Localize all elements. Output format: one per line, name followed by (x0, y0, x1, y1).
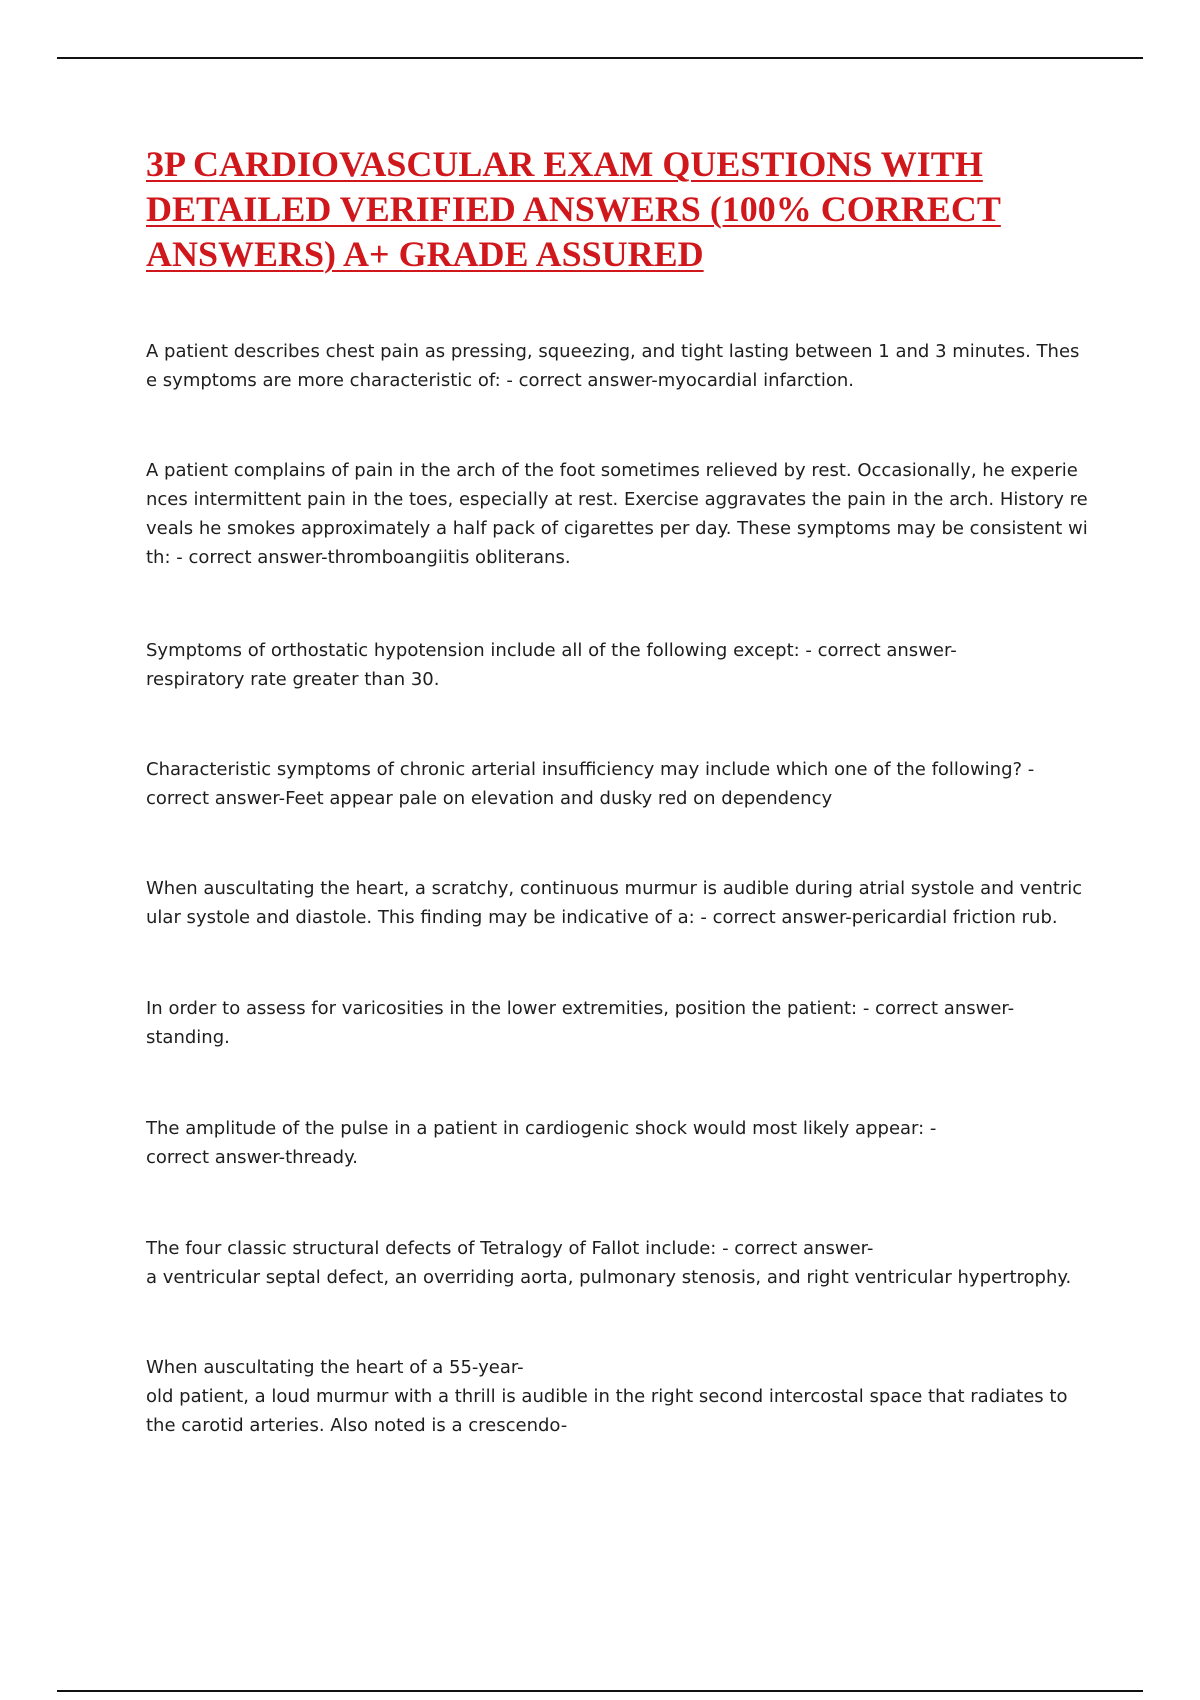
qa-line: In order to assess for varicosities in the lower extremities, position the patient: - correct answer- (146, 998, 1015, 1019)
qa-line: th: - correct answer-thromboangiitis obliterans. (146, 547, 571, 568)
qa-line: Characteristic symptoms of chronic arterial insufficiency may include which one of the following? - (146, 759, 1035, 780)
qa-line: When auscultating the heart, a scratchy, continuous murmur is audible during atrial systole and ventric (146, 878, 1083, 899)
qa-item-4 (146, 755, 1096, 813)
qa-line: Symptoms of orthostatic hypotension include all of the following except: - correct answer- (146, 640, 957, 661)
title-line: DETAILED VERIFIED ANSWERS (100% CORRECT (146, 189, 1001, 229)
qa-line: e symptoms are more characteristic of: - correct answer-myocardial infarction. (146, 370, 855, 391)
qa-line: veals he smokes approximately a half pack of cigarettes per day. These symptoms may be consistent wi (146, 518, 1088, 539)
bottom-rule (57, 1690, 1143, 1692)
qa-item-5 (146, 874, 1096, 932)
document-title (146, 142, 1046, 277)
qa-line: correct answer-thready. (146, 1147, 358, 1168)
qa-item-3 (146, 636, 1096, 694)
qa-line: The amplitude of the pulse in a patient in cardiogenic shock would most likely appear: - (146, 1118, 937, 1139)
qa-item-7 (146, 1114, 1096, 1172)
qa-line: old patient, a loud murmur with a thrill is audible in the right second intercostal space that radiates to (146, 1386, 1068, 1407)
qa-item-8 (146, 1234, 1096, 1292)
qa-line: A patient complains of pain in the arch of the foot sometimes relieved by rest. Occasionally, he experie (146, 460, 1078, 481)
qa-line: respiratory rate greater than 30. (146, 669, 440, 690)
qa-line: standing. (146, 1027, 230, 1048)
title-line: ANSWERS) A+ GRADE ASSURED (146, 234, 704, 274)
top-rule (57, 57, 1143, 59)
qa-line: correct answer-Feet appear pale on elevation and dusky red on dependency (146, 788, 833, 809)
qa-item-1 (146, 337, 1096, 395)
qa-line: A patient describes chest pain as pressing, squeezing, and tight lasting between 1 and 3 minutes. Thes (146, 341, 1080, 362)
qa-line: The four classic structural defects of Tetralogy of Fallot include: - correct answer- (146, 1238, 874, 1259)
qa-line: the carotid arteries. Also noted is a crescendo- (146, 1415, 568, 1436)
qa-item-9 (146, 1353, 1096, 1440)
qa-item-2 (146, 456, 1096, 572)
qa-item-6 (146, 994, 1096, 1052)
title-line: 3P CARDIOVASCULAR EXAM QUESTIONS WITH (146, 144, 983, 184)
qa-line: nces intermittent pain in the toes, especially at rest. Exercise aggravates the pain in the arch. History re (146, 489, 1088, 510)
qa-line: a ventricular septal defect, an overriding aorta, pulmonary stenosis, and right ventricular hypertrophy. (146, 1267, 1072, 1288)
qa-line: ular systole and diastole. This finding may be indicative of a: - correct answer-pericardial friction rub. (146, 907, 1058, 928)
qa-line: When auscultating the heart of a 55-year- (146, 1357, 524, 1378)
